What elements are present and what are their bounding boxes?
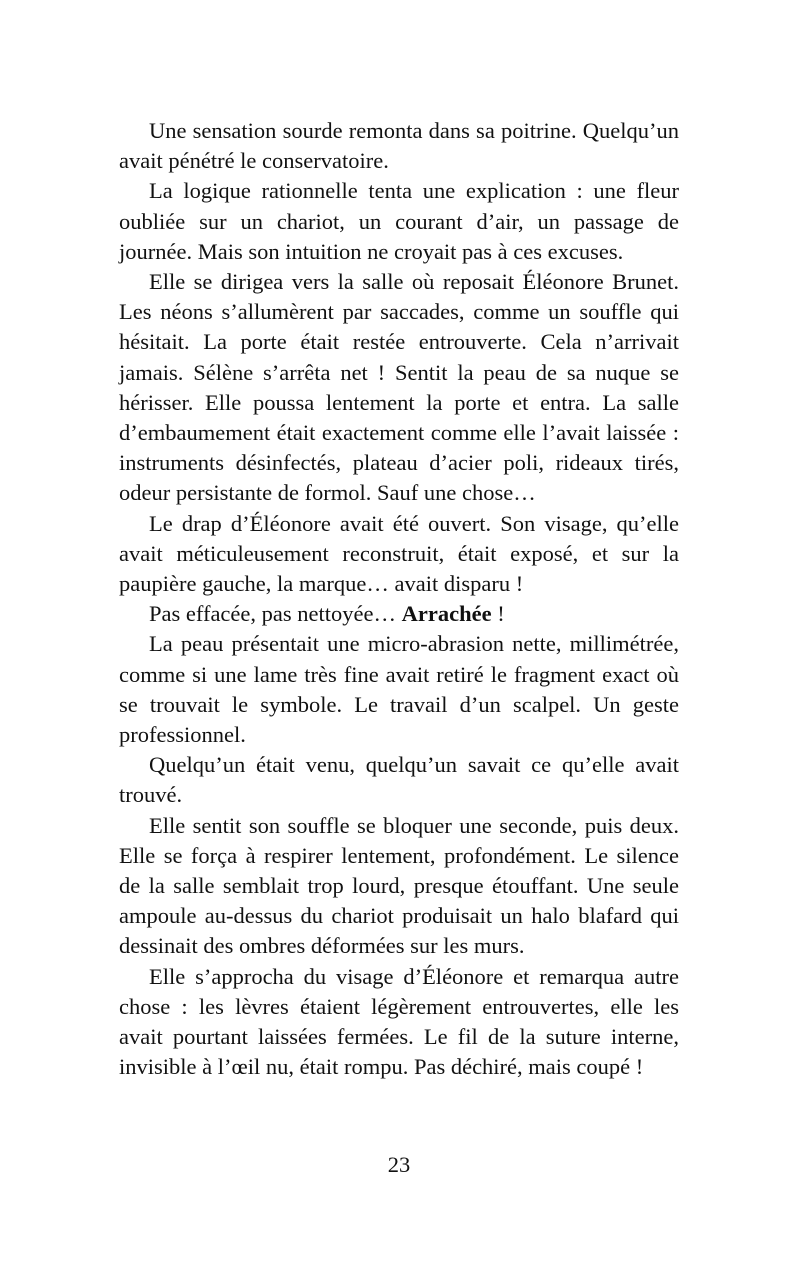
paragraph-3: Elle se dirigea vers la salle où reposait Éléonore Brunet. Les néons s’allumèrent par saccades, comme un souffle qui hésitait. La porte était restée entrouverte. Cela n’arrivait jamais. Sélène s’arrêta net ! Sentit la peau de sa nuque se hérisser. Elle poussa lentement la porte et entra. La salle d’embaumement était exactement comme elle l’avait laissée : instruments désinfectés, plateau d’acier poli, rideaux tirés, odeur persistante de formol. Sauf une chose… xyxy=(119,269,679,506)
emphasis-word: Arrachée xyxy=(401,601,492,627)
paragraph-1: Une sensation sourde remonta dans sa poitrine. Quelqu’un avait pénétré le conservatoire. xyxy=(119,118,679,174)
paragraph-7: Elle sentit son souffle se bloquer une seconde, puis deux. Elle se força à respirer lentement, profondément. Le silence de la salle semblait trop lourd, presque étouffant. Une seule ampoule au-dessus du chariot produisait un halo blafard qui dessinait des ombres déformées sur les murs. xyxy=(119,812,679,959)
body-text xyxy=(119,116,679,1083)
emphasis-before: Pas effacée, pas nettoyée… xyxy=(149,601,402,627)
page-number: 23 xyxy=(387,1152,411,1177)
paragraph-6: Quelqu’un était venu, quelqu’un savait ce qu’elle avait trouvé. xyxy=(119,752,679,808)
paragraph-4: Le drap d’Éléonore avait été ouvert. Son visage, qu’elle avait méticuleusement reconstruit, était exposé, et sur la paupière gauche, la marque… avait disparu ! xyxy=(119,510,679,597)
paragraph-2: La logique rationnelle tenta une explication : une fleur oubliée sur un chariot, un courant d’air, un passage de journée. Mais son intuition ne croyait pas à ces excuses. xyxy=(119,178,679,264)
paragraph-emphasis xyxy=(119,599,679,629)
paragraph-5: La peau présentait une micro-abrasion nette, millimétrée, comme si une lame très fine avait retiré le fragment exact où se trouvait le symbole. Le travail d’un scalpel. Un geste professionnel. xyxy=(119,631,679,748)
paragraph-8: Elle s’approcha du visage d’Éléonore et remarqua autre chose : les lèvres étaient légèrement entrouvertes, elle les avait pourtant laissées fermées. Le fil de la suture interne, invisible à l’œil nu, était rompu. Pas déchiré, mais coupé ! xyxy=(119,963,679,1080)
emphasis-after: ! xyxy=(491,601,505,627)
